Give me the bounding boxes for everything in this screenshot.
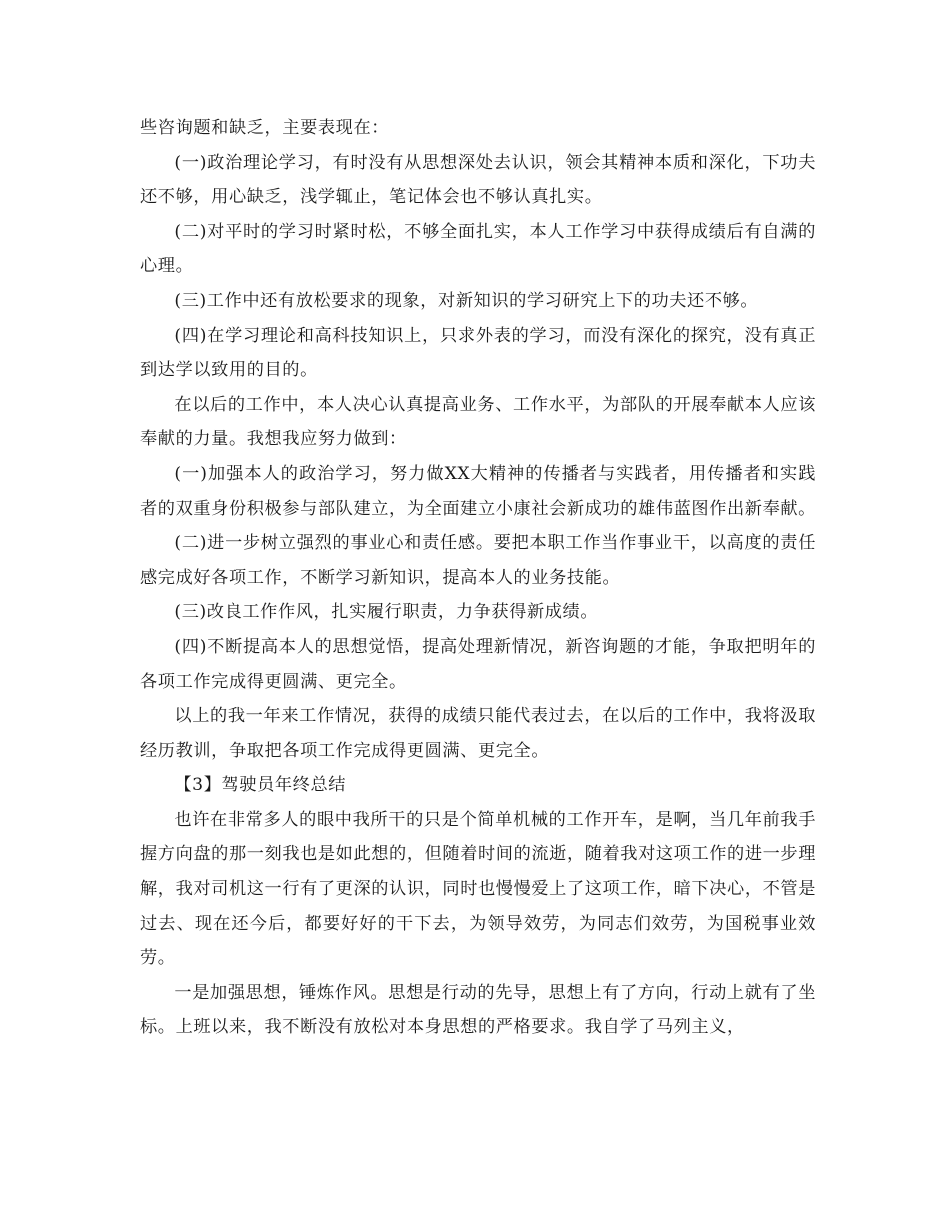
paragraph-3: (二)对平时的学习时紧时松，不够全面扎实，本人工作学习中获得成绩后有自满的心理。 xyxy=(140,221,816,277)
document-body xyxy=(140,111,816,1045)
paragraph-10: (四)不断提高本人的思想觉悟，提高处理新情况，新咨询题的才能，争取把明年的各项工作完成得更圆满、更完全。 xyxy=(140,636,816,692)
paragraph-6: 在以后的工作中，本人决心认真提高业务、工作水平，为部队的开展奉献本人应该奉献的力量。我想我应努力做到： xyxy=(140,394,816,450)
paragraph-9: (三)改良工作作风，扎实履行职责，力争获得新成绩。 xyxy=(174,602,599,623)
paragraph-8: (二)进一步树立强烈的事业心和责任感。要把本职工作当作事业干，以高度的责任感完成好各项工作，不断学习新知识，提高本人的业务技能。 xyxy=(140,533,816,588)
paragraph-4: (三)工作中还有放松要求的现象，对新知识的学习研究上下的功夫还不够。 xyxy=(174,290,759,311)
paragraph-1: 些咨询题和缺乏，主要表现在： xyxy=(140,118,390,138)
paragraph-13: 一是加强思想，锤炼作风。思想是行动的先导，思想上有了方向，行动上就有了坐标。上班以来，我不断没有放松对本身思想的严格要求。我自学了马列主义， xyxy=(140,982,816,1038)
paragraph-5: (四)在学习理论和高科技知识上，只求外表的学习，而没有深化的探究，没有真正到达学以致用的目的。 xyxy=(140,325,816,381)
paragraph-12: 也许在非常多人的眼中我所干的只是个简单机械的工作开车，是啊，当几年前我手握方向盘的那一刻我也是如此想的，但随着时间的流逝，随着我对这项工作的进一步理解，我对司机这一行有了更深的认识，同时也慢慢爱上了这项工作，暗下决心，不管是过去、现在还今后，都要好好的干下去，为领导效劳，为同志们效劳，为国税事业效劳。 xyxy=(140,809,816,969)
paragraph-7: (一)加强本人的政治学习，努力做XX大精神的传播者与实践者，用传播者和实践者的双重身份积极参与部队建立，为全面建立小康社会新成功的雄伟蓝图作出新奉献。 xyxy=(140,463,816,519)
paragraph-2: (一)政治理论学习，有时没有从思想深处去认识，领会其精神本质和深化，下功夫还不够，用心缺乏，浅学辄止，笔记体会也不够认真扎实。 xyxy=(140,152,816,208)
section-heading: 【3】驾驶员年终总结 xyxy=(174,775,347,796)
paragraph-11: 以上的我一年来工作情况，获得的成绩只能代表过去，在以后的工作中，我将汲取经历教训，争取把各项工作完成得更圆满、更完全。 xyxy=(140,706,816,761)
